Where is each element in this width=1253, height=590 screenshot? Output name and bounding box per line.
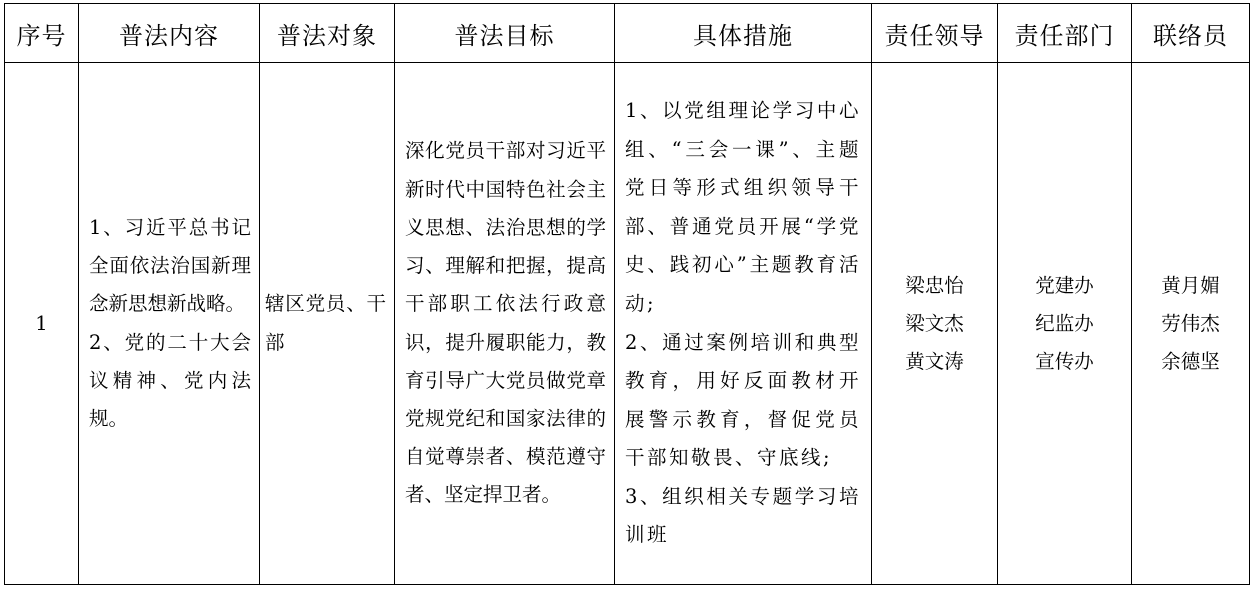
department-name: 纪监办 xyxy=(1035,311,1094,335)
leader-name: 黄文涛 xyxy=(905,349,964,373)
cell-departments xyxy=(998,63,1132,585)
liaison-name: 黄月媚 xyxy=(1161,273,1220,297)
leader-name: 梁文杰 xyxy=(905,311,964,335)
cell-target: 辖区党员、干部 xyxy=(260,63,395,585)
cell-leaders xyxy=(872,63,998,585)
header-leaders: 责任领导 xyxy=(872,4,998,63)
header-liaisons: 联络员 xyxy=(1132,4,1250,63)
cell-liaisons xyxy=(1132,63,1250,585)
liaison-name: 余德坚 xyxy=(1161,349,1220,373)
header-departments: 责任部门 xyxy=(998,4,1132,63)
department-name: 宣传办 xyxy=(1035,349,1094,373)
cell-index: 1 xyxy=(5,63,79,585)
header-target: 普法对象 xyxy=(260,4,395,63)
law-education-table xyxy=(4,3,1250,585)
cell-measures: 1、以党组理论学习中心组、“三会一课”、主题党日等形式组织领导干部、普通党员开展“学党史、践初心”主题教育活动; 2、通过案例培训和典型教育，用好反面教材开展警示教育，督促党员干部知敬畏、守底线; 3、组织相关专题学习培训班 xyxy=(615,63,872,585)
liaison-name: 劳伟杰 xyxy=(1161,311,1220,335)
table-row xyxy=(5,63,1250,585)
leader-name: 梁忠怡 xyxy=(905,273,964,297)
cell-goal: 深化党员干部对习近平新时代中国特色社会主义思想、法治思想的学习、理解和把握，提高干部职工依法行政意识，提升履职能力，教育引导广大党员做党章党规党纪和国家法律的自觉尊崇者、模范遵守者、坚定捍卫者。 xyxy=(395,63,615,585)
header-goal: 普法目标 xyxy=(395,4,615,63)
header-row xyxy=(5,4,1250,63)
header-content: 普法内容 xyxy=(79,4,260,63)
header-measures: 具体措施 xyxy=(615,4,872,63)
cell-content: 1、习近平总书记全面依法治国新理念新思想新战略。 2、党的二十大会议精神、党内法规。 xyxy=(79,63,260,585)
header-index: 序号 xyxy=(5,4,79,63)
department-name: 党建办 xyxy=(1035,273,1094,297)
